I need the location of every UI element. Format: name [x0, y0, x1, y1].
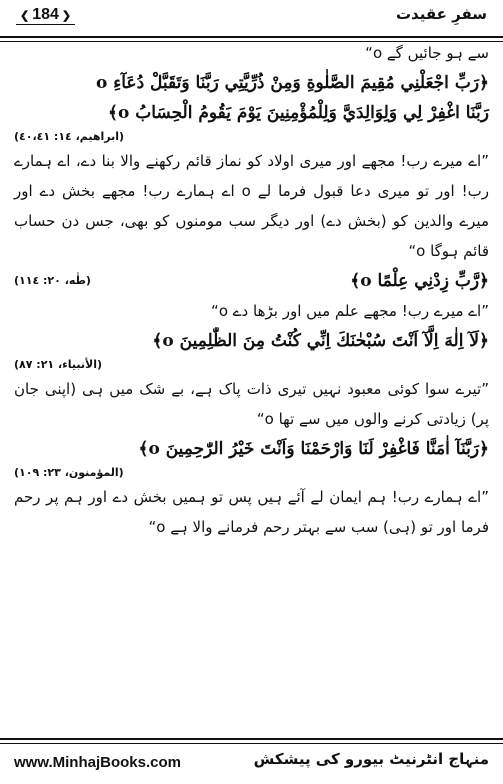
page-header	[0, 0, 503, 38]
urdu-translation: ”اے ہمارے رب! ہم ایمان لے آئے ہیں پس تو ہمیں بخش دے اور ہم پر رحم فرما اور تو (ہی) سب سے بہتر رحم فرمانے والا ہے o“	[14, 488, 489, 536]
page-footer	[0, 740, 503, 784]
running-title: سفرِ عقیدت	[395, 5, 487, 23]
footer-credit: منہاج انٹرنیٹ بیورو کی پیشکش	[253, 750, 489, 768]
footer-url[interactable]: www.MinhajBooks.com	[14, 754, 181, 771]
arabic-verse: ﴿رَبِّ اجْعَلْنِي مُقِيمَ الصَّلٰوةِ وَمِنْ ذُرِّيَّتِي رَبَّنَا وَتَقَبَّلْ دُعَآءِ o	[95, 73, 489, 93]
verse-reference: (ابراهيم، ١٤: ٤٠،٤١)	[14, 130, 125, 143]
arabic-verse: ﴿رَّبِّ زِدْنِي عِلْمًا o﴾	[350, 271, 489, 291]
arabic-verse: ﴿رَبَّنَآ اٰمَنَّا فَاغْفِرْ لَنَا وَارْحَمْنَا وَاَنْتَ خَيْرُ الرّٰحِمِينَ o﴾	[138, 439, 489, 459]
urdu-translation: ”اے میرے رب! مجھے علم میں اور بڑھا دے o“	[211, 302, 489, 320]
arabic-verse: رَبَّنَا اغْفِرْ لِي وَلِوَالِدَيَّ وَلِلْمُؤْمِنِينَ يَوْمَ يَقُومُ الْحِسَابُ o﴾	[108, 103, 489, 123]
page-number: ❮ 184 ❯	[16, 6, 75, 25]
page-body	[14, 38, 489, 542]
arabic-verse: ﴿لَآ اِلٰهَ اِلَّآ اَنْتَ سُبْحٰنَكَ اِنِّي كُنْتُ مِنَ الظّٰلِمِينَ o﴾	[152, 331, 489, 351]
urdu-paragraph: سے ہو جائیں گے o“	[365, 44, 489, 62]
verse-with-reference	[14, 266, 489, 296]
urdu-translation: ”اے میرے رب! مجھے اور میری اولاد کو نماز قائم رکھنے والا بنا دے، اے ہمارے رب! اور تو میری دعا قبول فرما لے o اے ہمارے رب! مجھے بخش دے اور میرے والدین کو (بخش دے) اور دیگر سب مومنوں کو بھی، جس دن حساب قائم ہوگا o“	[14, 152, 489, 260]
verse-reference: (المؤمنون، ٢٣: ١٠٩)	[14, 466, 124, 479]
verse-reference: (طٰه، ٢٠: ١١٤)	[14, 274, 91, 287]
urdu-translation: ”تیرے سوا کوئی معبود نہیں تیری ذات پاک ہے، بے شک میں ہی (اپنی جان پر) زیادتی کرنے والوں میں سے تھا o“	[14, 380, 489, 428]
verse-reference: (الأنبياء، ٢١: ٨٧)	[14, 358, 103, 371]
